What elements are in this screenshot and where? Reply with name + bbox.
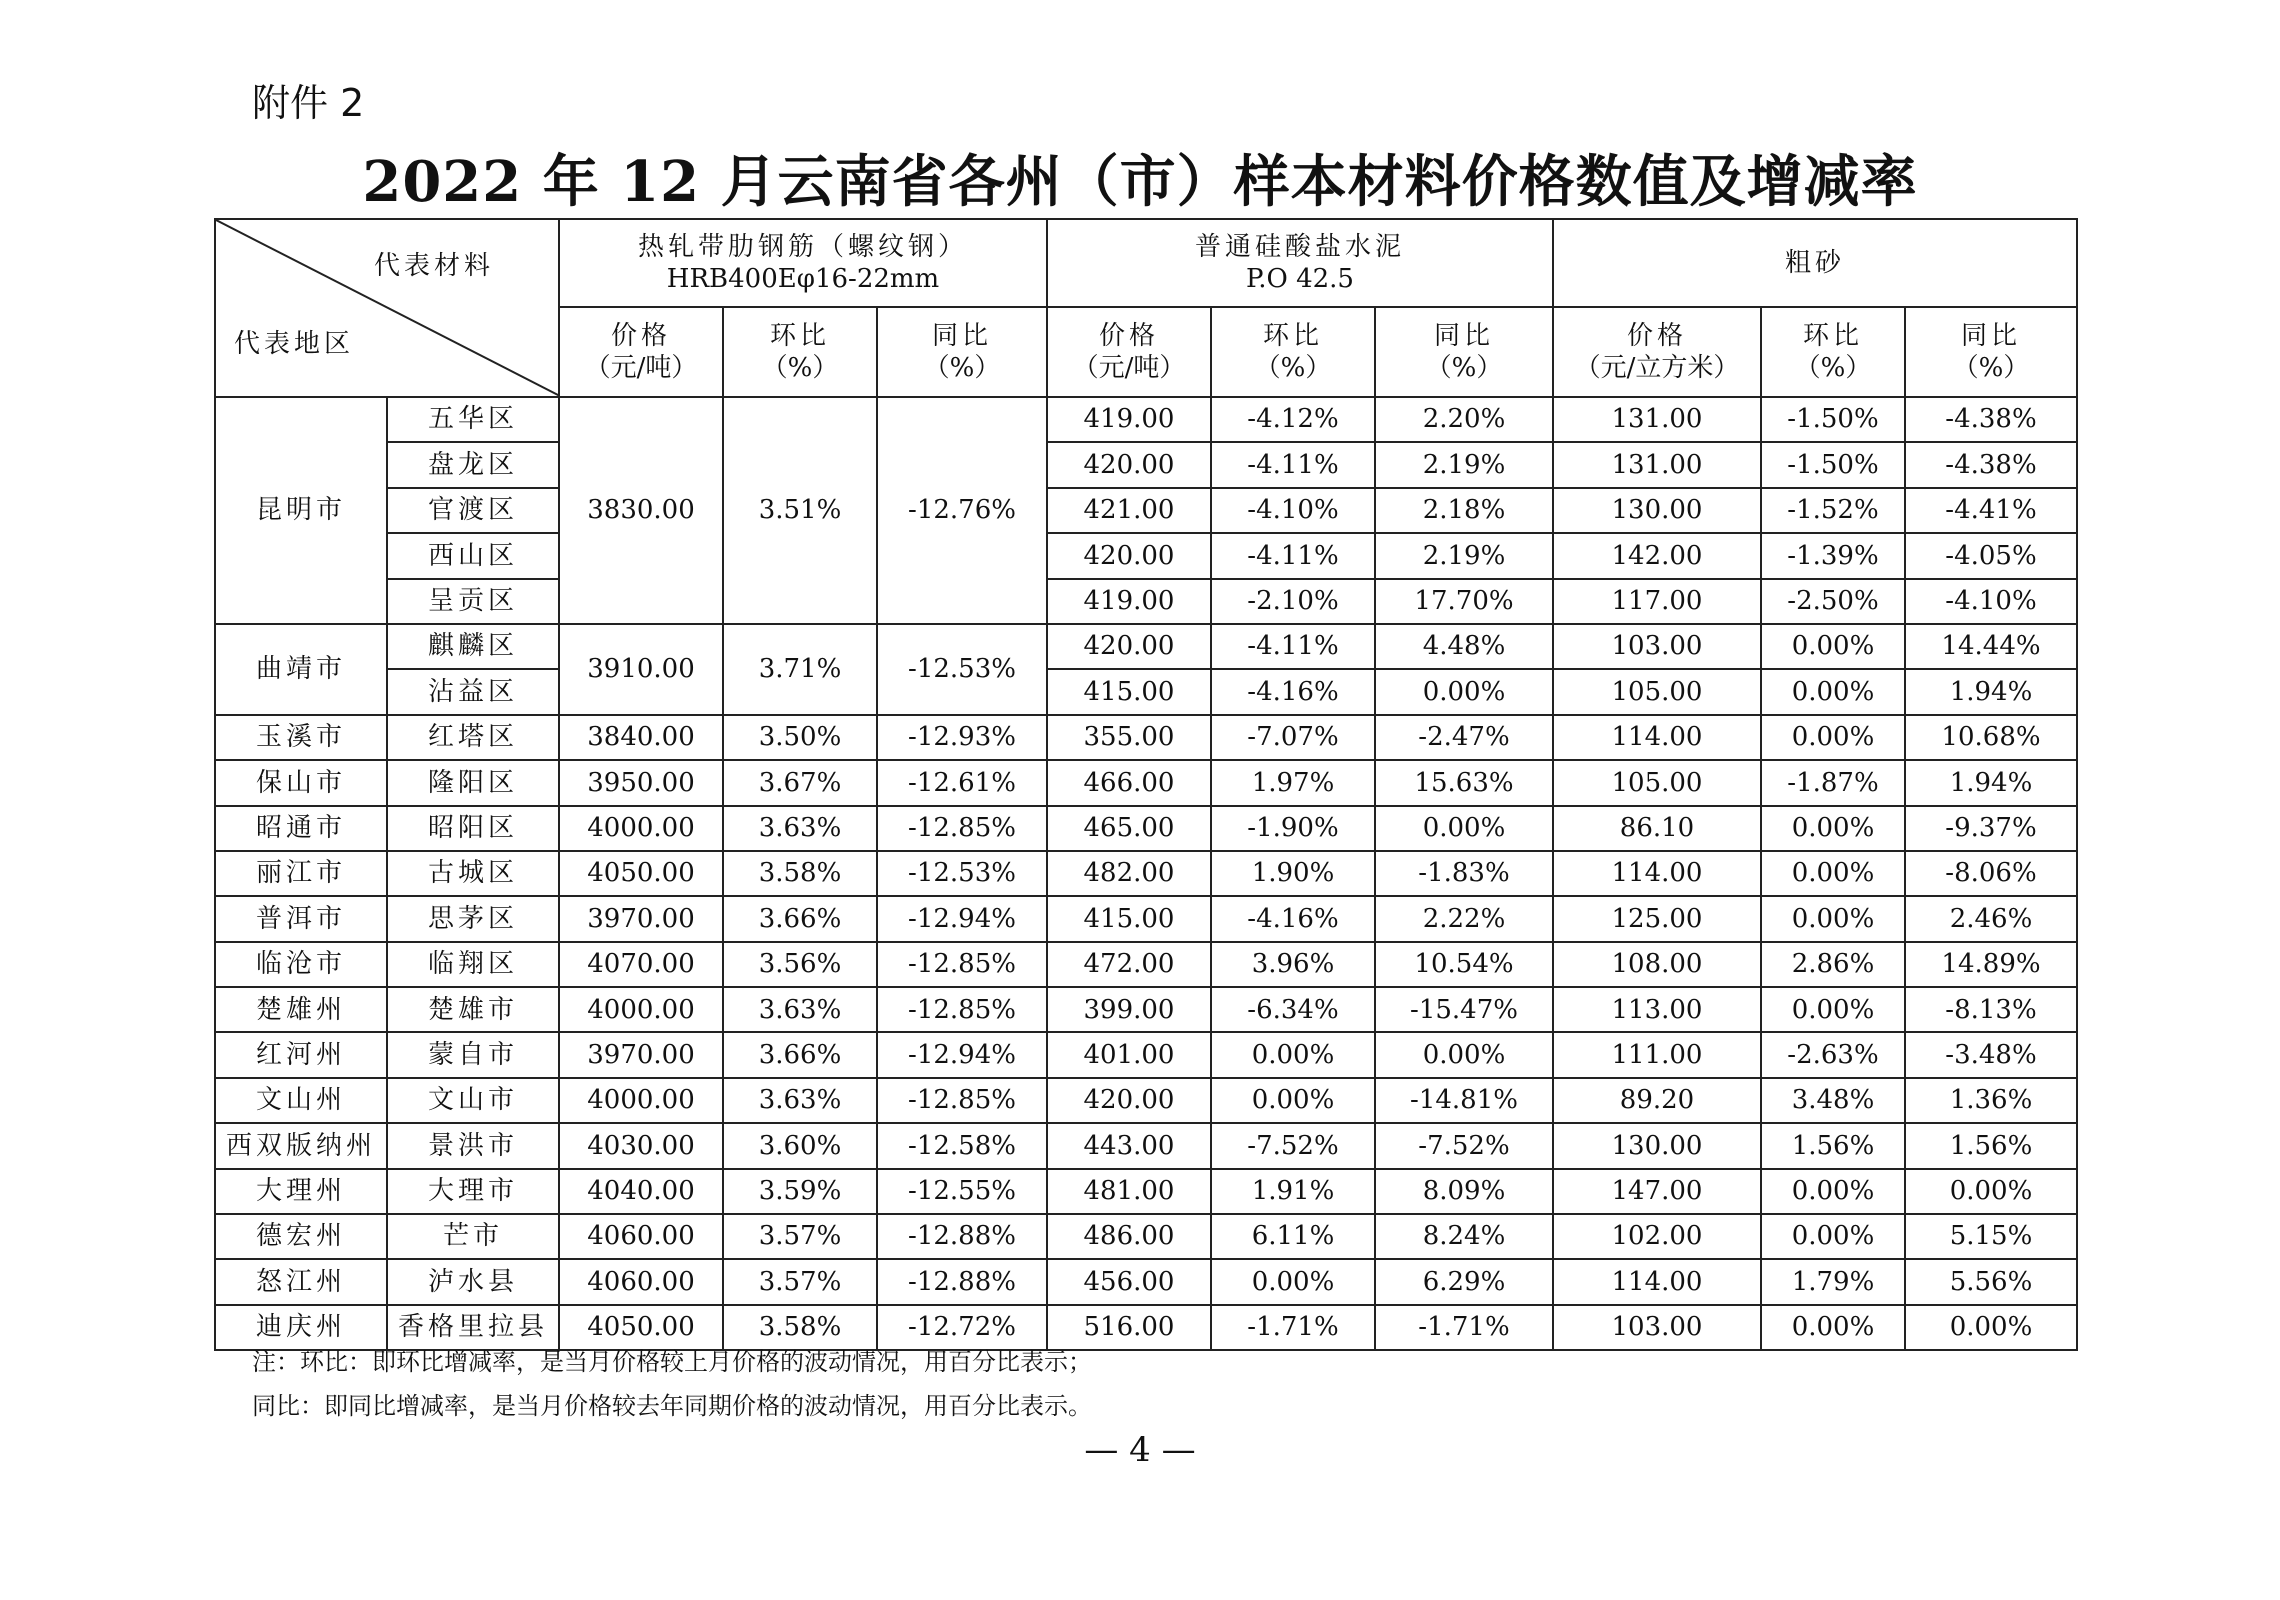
cement-mom-cell: -7.52% — [1211, 1123, 1375, 1168]
table-row — [215, 1078, 2077, 1123]
cement-mom-cell: -4.11% — [1211, 442, 1375, 487]
cement-mom-cell: 3.96% — [1211, 942, 1375, 987]
cement-mom-cell: 1.91% — [1211, 1169, 1375, 1214]
steel-price-cell: 4050.00 — [559, 1305, 723, 1350]
steel-mom-cell: 3.60% — [723, 1123, 877, 1168]
sand-yoy-cell: 10.68% — [1905, 715, 2077, 760]
cement-mom-cell: 0.00% — [1211, 1078, 1375, 1123]
sand-price-cell: 111.00 — [1553, 1032, 1761, 1077]
corner-label-region: 代表地区 — [234, 328, 355, 359]
cement-price-cell: 481.00 — [1047, 1169, 1211, 1214]
cement-yoy-cell: 17.70% — [1375, 579, 1553, 624]
table-row — [215, 442, 2077, 487]
diagonal-line — [216, 220, 559, 396]
sand-mom-cell: -1.50% — [1761, 442, 1905, 487]
sand-price-cell: 130.00 — [1553, 1123, 1761, 1168]
steel-price-cell: 4000.00 — [559, 806, 723, 851]
steel-mom-cell: 3.58% — [723, 1305, 877, 1350]
steel-price-cell: 4000.00 — [559, 1078, 723, 1123]
corner-label-material: 代表材料 — [373, 251, 494, 281]
cement-price-cell: 466.00 — [1047, 760, 1211, 805]
district-cell: 泸水县 — [387, 1259, 559, 1304]
sand-mom-cell: -1.52% — [1761, 488, 1905, 533]
steel-price-cell: 3950.00 — [559, 760, 723, 805]
sand-yoy-cell: -9.37% — [1905, 806, 2077, 851]
steel-yoy-cell: -12.85% — [877, 806, 1047, 851]
table-row — [215, 533, 2077, 578]
sand-yoy-cell: 0.00% — [1905, 1169, 2077, 1214]
steel-yoy-cell: -12.76% — [877, 397, 1047, 624]
sand-yoy-cell: 5.56% — [1905, 1259, 2077, 1304]
steel-yoy-cell: -12.53% — [877, 624, 1047, 715]
city-cell: 红河州 — [215, 1032, 387, 1077]
footnote-yoy: 同比：即同比增减率，是当月价格较去年同期价格的波动情况，用百分比表示。 — [252, 1392, 1092, 1420]
sand-price-cell: 131.00 — [1553, 442, 1761, 487]
city-cell: 楚雄州 — [215, 987, 387, 1032]
sand-yoy-cell: 2.46% — [1905, 896, 2077, 941]
cement-yoy-cell: 4.48% — [1375, 624, 1553, 669]
cement-yoy-cell: 2.19% — [1375, 442, 1553, 487]
sand-mom-cell: -1.87% — [1761, 760, 1905, 805]
steel-mom-cell: 3.63% — [723, 987, 877, 1032]
cement-price-cell: 456.00 — [1047, 1259, 1211, 1304]
sand-yoy-cell: -4.41% — [1905, 488, 2077, 533]
sand-yoy-cell: -4.38% — [1905, 397, 2077, 442]
col-header-price: 价格 （元/立方米） — [1553, 307, 1761, 397]
steel-yoy-cell: -12.88% — [877, 1214, 1047, 1259]
col-header-mom: 环比 （%） — [1761, 307, 1905, 397]
table-row — [215, 806, 2077, 851]
steel-price-cell: 4000.00 — [559, 987, 723, 1032]
district-cell: 大理市 — [387, 1169, 559, 1214]
col-header-yoy: 同比 （%） — [1375, 307, 1553, 397]
cement-price-cell: 472.00 — [1047, 942, 1211, 987]
table-row — [215, 896, 2077, 941]
city-cell: 保山市 — [215, 760, 387, 805]
sand-yoy-cell: -4.05% — [1905, 533, 2077, 578]
steel-price-cell: 4040.00 — [559, 1169, 723, 1214]
footnote-mom: 注：环比：即环比增减率，是当月价格较上月价格的波动情况，用百分比表示； — [252, 1348, 1092, 1376]
cement-mom-cell: -4.16% — [1211, 896, 1375, 941]
table-row — [215, 1169, 2077, 1214]
material-header-sand: 粗砂 — [1553, 219, 2077, 307]
sand-yoy-cell: 1.94% — [1905, 760, 2077, 805]
sand-price-cell: 125.00 — [1553, 896, 1761, 941]
district-cell: 景洪市 — [387, 1123, 559, 1168]
city-cell: 昭通市 — [215, 806, 387, 851]
corner-header-cell — [215, 219, 559, 397]
sand-price-cell: 105.00 — [1553, 669, 1761, 714]
cement-mom-cell: 1.97% — [1211, 760, 1375, 805]
table-row — [215, 1259, 2077, 1304]
cement-mom-cell: -1.71% — [1211, 1305, 1375, 1350]
steel-yoy-cell: -12.94% — [877, 896, 1047, 941]
steel-price-cell: 4060.00 — [559, 1214, 723, 1259]
steel-mom-cell: 3.50% — [723, 715, 877, 760]
sand-yoy-cell: 1.94% — [1905, 669, 2077, 714]
col-header-mom: 环比 （%） — [723, 307, 877, 397]
cement-yoy-cell: 2.19% — [1375, 533, 1553, 578]
cement-mom-cell: -6.34% — [1211, 987, 1375, 1032]
district-cell: 思茅区 — [387, 896, 559, 941]
cement-yoy-cell: -15.47% — [1375, 987, 1553, 1032]
cement-mom-cell: -1.90% — [1211, 806, 1375, 851]
cement-mom-cell: -4.10% — [1211, 488, 1375, 533]
table-row — [215, 851, 2077, 896]
sand-yoy-cell: -4.38% — [1905, 442, 2077, 487]
district-cell: 官渡区 — [387, 488, 559, 533]
table-row — [215, 1214, 2077, 1259]
col-header-yoy: 同比 （%） — [1905, 307, 2077, 397]
district-cell: 五华区 — [387, 397, 559, 442]
table-row — [215, 715, 2077, 760]
sand-mom-cell: 0.00% — [1761, 1169, 1905, 1214]
page-number: — 4 — — [1084, 1430, 1196, 1470]
steel-yoy-cell: -12.61% — [877, 760, 1047, 805]
cement-yoy-cell: 15.63% — [1375, 760, 1553, 805]
district-cell: 西山区 — [387, 533, 559, 578]
steel-price-cell: 4070.00 — [559, 942, 723, 987]
sand-price-cell: 86.10 — [1553, 806, 1761, 851]
steel-mom-cell: 3.57% — [723, 1214, 877, 1259]
cement-yoy-cell: 6.29% — [1375, 1259, 1553, 1304]
city-cell: 迪庆州 — [215, 1305, 387, 1350]
footnotes — [252, 1340, 1092, 1428]
cement-yoy-cell: -7.52% — [1375, 1123, 1553, 1168]
cement-mom-cell: -7.07% — [1211, 715, 1375, 760]
sand-price-cell: 89.20 — [1553, 1078, 1761, 1123]
district-cell: 盘龙区 — [387, 442, 559, 487]
cement-price-cell: 355.00 — [1047, 715, 1211, 760]
sand-yoy-cell: 5.15% — [1905, 1214, 2077, 1259]
cement-mom-cell: -4.11% — [1211, 624, 1375, 669]
cement-yoy-cell: -2.47% — [1375, 715, 1553, 760]
sand-mom-cell: 0.00% — [1761, 896, 1905, 941]
cement-price-cell: 420.00 — [1047, 442, 1211, 487]
cement-price-cell: 486.00 — [1047, 1214, 1211, 1259]
cement-yoy-cell: 0.00% — [1375, 669, 1553, 714]
sand-yoy-cell: 14.89% — [1905, 942, 2077, 987]
city-cell: 玉溪市 — [215, 715, 387, 760]
steel-yoy-cell: -12.85% — [877, 1078, 1047, 1123]
steel-mom-cell: 3.71% — [723, 624, 877, 715]
steel-price-cell: 3840.00 — [559, 715, 723, 760]
district-cell: 沾益区 — [387, 669, 559, 714]
table-row — [215, 987, 2077, 1032]
cement-price-cell: 415.00 — [1047, 669, 1211, 714]
sand-mom-cell: -2.50% — [1761, 579, 1905, 624]
district-cell: 蒙自市 — [387, 1032, 559, 1077]
city-cell: 怒江州 — [215, 1259, 387, 1304]
sand-mom-cell: 0.00% — [1761, 1214, 1905, 1259]
cement-price-cell: 420.00 — [1047, 624, 1211, 669]
sand-price-cell: 113.00 — [1553, 987, 1761, 1032]
steel-price-cell: 4050.00 — [559, 851, 723, 896]
sand-yoy-cell: 1.56% — [1905, 1123, 2077, 1168]
sand-price-cell: 114.00 — [1553, 715, 1761, 760]
cement-price-cell: 419.00 — [1047, 579, 1211, 624]
sand-mom-cell: 0.00% — [1761, 851, 1905, 896]
attachment-label: 附件 2 — [252, 81, 365, 125]
cement-yoy-cell: 2.20% — [1375, 397, 1553, 442]
cement-price-cell: 415.00 — [1047, 896, 1211, 941]
city-cell: 曲靖市 — [215, 624, 387, 715]
district-cell: 昭阳区 — [387, 806, 559, 851]
city-cell: 临沧市 — [215, 942, 387, 987]
col-header-price: 价格 （元/吨） — [1047, 307, 1211, 397]
sand-price-cell: 131.00 — [1553, 397, 1761, 442]
steel-mom-cell: 3.58% — [723, 851, 877, 896]
city-cell: 西双版纳州 — [215, 1123, 387, 1168]
sand-mom-cell: 1.79% — [1761, 1259, 1905, 1304]
steel-yoy-cell: -12.85% — [877, 942, 1047, 987]
cement-price-cell: 443.00 — [1047, 1123, 1211, 1168]
city-cell: 丽江市 — [215, 851, 387, 896]
sand-mom-cell: 0.00% — [1761, 987, 1905, 1032]
steel-mom-cell: 3.57% — [723, 1259, 877, 1304]
table-row — [215, 1123, 2077, 1168]
cement-price-cell: 516.00 — [1047, 1305, 1211, 1350]
sand-mom-cell: 0.00% — [1761, 624, 1905, 669]
cement-price-cell: 401.00 — [1047, 1032, 1211, 1077]
table-row — [215, 942, 2077, 987]
city-cell: 昆明市 — [215, 397, 387, 624]
district-cell: 楚雄市 — [387, 987, 559, 1032]
table-row — [215, 669, 2077, 714]
district-cell: 隆阳区 — [387, 760, 559, 805]
steel-mom-cell: 3.63% — [723, 806, 877, 851]
district-cell: 呈贡区 — [387, 579, 559, 624]
steel-price-cell: 4030.00 — [559, 1123, 723, 1168]
sand-mom-cell: 0.00% — [1761, 1305, 1905, 1350]
steel-yoy-cell: -12.93% — [877, 715, 1047, 760]
sand-price-cell: 108.00 — [1553, 942, 1761, 987]
sand-yoy-cell: -8.13% — [1905, 987, 2077, 1032]
sand-mom-cell: 2.86% — [1761, 942, 1905, 987]
steel-yoy-cell: -12.72% — [877, 1305, 1047, 1350]
cement-price-cell: 419.00 — [1047, 397, 1211, 442]
steel-price-cell: 3910.00 — [559, 624, 723, 715]
sand-price-cell: 147.00 — [1553, 1169, 1761, 1214]
cement-yoy-cell: -14.81% — [1375, 1078, 1553, 1123]
sand-mom-cell: 3.48% — [1761, 1078, 1905, 1123]
table-row — [215, 624, 2077, 669]
steel-price-cell: 4060.00 — [559, 1259, 723, 1304]
cement-mom-cell: 1.90% — [1211, 851, 1375, 896]
steel-mom-cell: 3.66% — [723, 1032, 877, 1077]
steel-yoy-cell: -12.55% — [877, 1169, 1047, 1214]
sand-price-cell: 102.00 — [1553, 1214, 1761, 1259]
table-row — [215, 397, 2077, 442]
sand-mom-cell: 0.00% — [1761, 715, 1905, 760]
sand-price-cell: 142.00 — [1553, 533, 1761, 578]
cement-yoy-cell: 0.00% — [1375, 806, 1553, 851]
sand-price-cell: 114.00 — [1553, 1259, 1761, 1304]
cement-mom-cell: 6.11% — [1211, 1214, 1375, 1259]
sand-price-cell: 105.00 — [1553, 760, 1761, 805]
district-cell: 文山市 — [387, 1078, 559, 1123]
sand-yoy-cell: -8.06% — [1905, 851, 2077, 896]
sand-yoy-cell: -4.10% — [1905, 579, 2077, 624]
cement-price-cell: 421.00 — [1047, 488, 1211, 533]
sand-yoy-cell: 0.00% — [1905, 1305, 2077, 1350]
sand-yoy-cell: 1.36% — [1905, 1078, 2077, 1123]
table-row — [215, 1032, 2077, 1077]
table-row — [215, 488, 2077, 533]
district-cell: 古城区 — [387, 851, 559, 896]
steel-mom-cell: 3.51% — [723, 397, 877, 624]
cement-mom-cell: -4.11% — [1211, 533, 1375, 578]
district-cell: 临翔区 — [387, 942, 559, 987]
col-header-yoy: 同比 （%） — [877, 307, 1047, 397]
district-cell: 芒市 — [387, 1214, 559, 1259]
sand-yoy-cell: 14.44% — [1905, 624, 2077, 669]
steel-yoy-cell: -12.58% — [877, 1123, 1047, 1168]
page-title: 2022 年 12 月云南省各州（市）样本材料价格数值及增减率 — [362, 149, 1918, 215]
steel-yoy-cell: -12.53% — [877, 851, 1047, 896]
sand-mom-cell: 0.00% — [1761, 669, 1905, 714]
steel-mom-cell: 3.63% — [723, 1078, 877, 1123]
cement-yoy-cell: 0.00% — [1375, 1032, 1553, 1077]
cement-yoy-cell: 2.18% — [1375, 488, 1553, 533]
sand-price-cell: 117.00 — [1553, 579, 1761, 624]
cement-yoy-cell: -1.71% — [1375, 1305, 1553, 1350]
sand-price-cell: 103.00 — [1553, 1305, 1761, 1350]
district-cell: 红塔区 — [387, 715, 559, 760]
table-row — [215, 579, 2077, 624]
steel-yoy-cell: -12.88% — [877, 1259, 1047, 1304]
steel-price-cell: 3970.00 — [559, 1032, 723, 1077]
steel-mom-cell: 3.56% — [723, 942, 877, 987]
city-cell: 文山州 — [215, 1078, 387, 1123]
price-table — [214, 218, 2078, 1351]
cement-price-cell: 465.00 — [1047, 806, 1211, 851]
cement-mom-cell: 0.00% — [1211, 1032, 1375, 1077]
city-cell: 普洱市 — [215, 896, 387, 941]
table-row — [215, 760, 2077, 805]
cement-yoy-cell: -1.83% — [1375, 851, 1553, 896]
col-header-mom: 环比 （%） — [1211, 307, 1375, 397]
sand-mom-cell: -1.39% — [1761, 533, 1905, 578]
steel-yoy-cell: -12.94% — [877, 1032, 1047, 1077]
sand-mom-cell: 1.56% — [1761, 1123, 1905, 1168]
cement-mom-cell: -4.16% — [1211, 669, 1375, 714]
steel-mom-cell: 3.59% — [723, 1169, 877, 1214]
steel-price-cell: 3830.00 — [559, 397, 723, 624]
cement-price-cell: 482.00 — [1047, 851, 1211, 896]
sand-price-cell: 103.00 — [1553, 624, 1761, 669]
material-header-steel: 热轧带肋钢筋（螺纹钢） HRB400Eφ16-22mm — [559, 219, 1047, 307]
cement-mom-cell: 0.00% — [1211, 1259, 1375, 1304]
cement-yoy-cell: 8.24% — [1375, 1214, 1553, 1259]
cement-price-cell: 420.00 — [1047, 1078, 1211, 1123]
sand-yoy-cell: -3.48% — [1905, 1032, 2077, 1077]
cement-price-cell: 420.00 — [1047, 533, 1211, 578]
steel-mom-cell: 3.67% — [723, 760, 877, 805]
col-header-price: 价格 （元/吨） — [559, 307, 723, 397]
material-header-cement: 普通硅酸盐水泥 P.O 42.5 — [1047, 219, 1553, 307]
sand-mom-cell: -2.63% — [1761, 1032, 1905, 1077]
sand-price-cell: 114.00 — [1553, 851, 1761, 896]
district-cell: 麒麟区 — [387, 624, 559, 669]
steel-mom-cell: 3.66% — [723, 896, 877, 941]
cement-yoy-cell: 8.09% — [1375, 1169, 1553, 1214]
cement-price-cell: 399.00 — [1047, 987, 1211, 1032]
district-cell: 香格里拉县 — [387, 1305, 559, 1350]
city-cell: 德宏州 — [215, 1214, 387, 1259]
cement-mom-cell: -4.12% — [1211, 397, 1375, 442]
cement-yoy-cell: 2.22% — [1375, 896, 1553, 941]
cement-yoy-cell: 10.54% — [1375, 942, 1553, 987]
sand-mom-cell: -1.50% — [1761, 397, 1905, 442]
cement-mom-cell: -2.10% — [1211, 579, 1375, 624]
city-cell: 大理州 — [215, 1169, 387, 1214]
sand-mom-cell: 0.00% — [1761, 806, 1905, 851]
steel-price-cell: 3970.00 — [559, 896, 723, 941]
steel-yoy-cell: -12.85% — [877, 987, 1047, 1032]
sand-price-cell: 130.00 — [1553, 488, 1761, 533]
